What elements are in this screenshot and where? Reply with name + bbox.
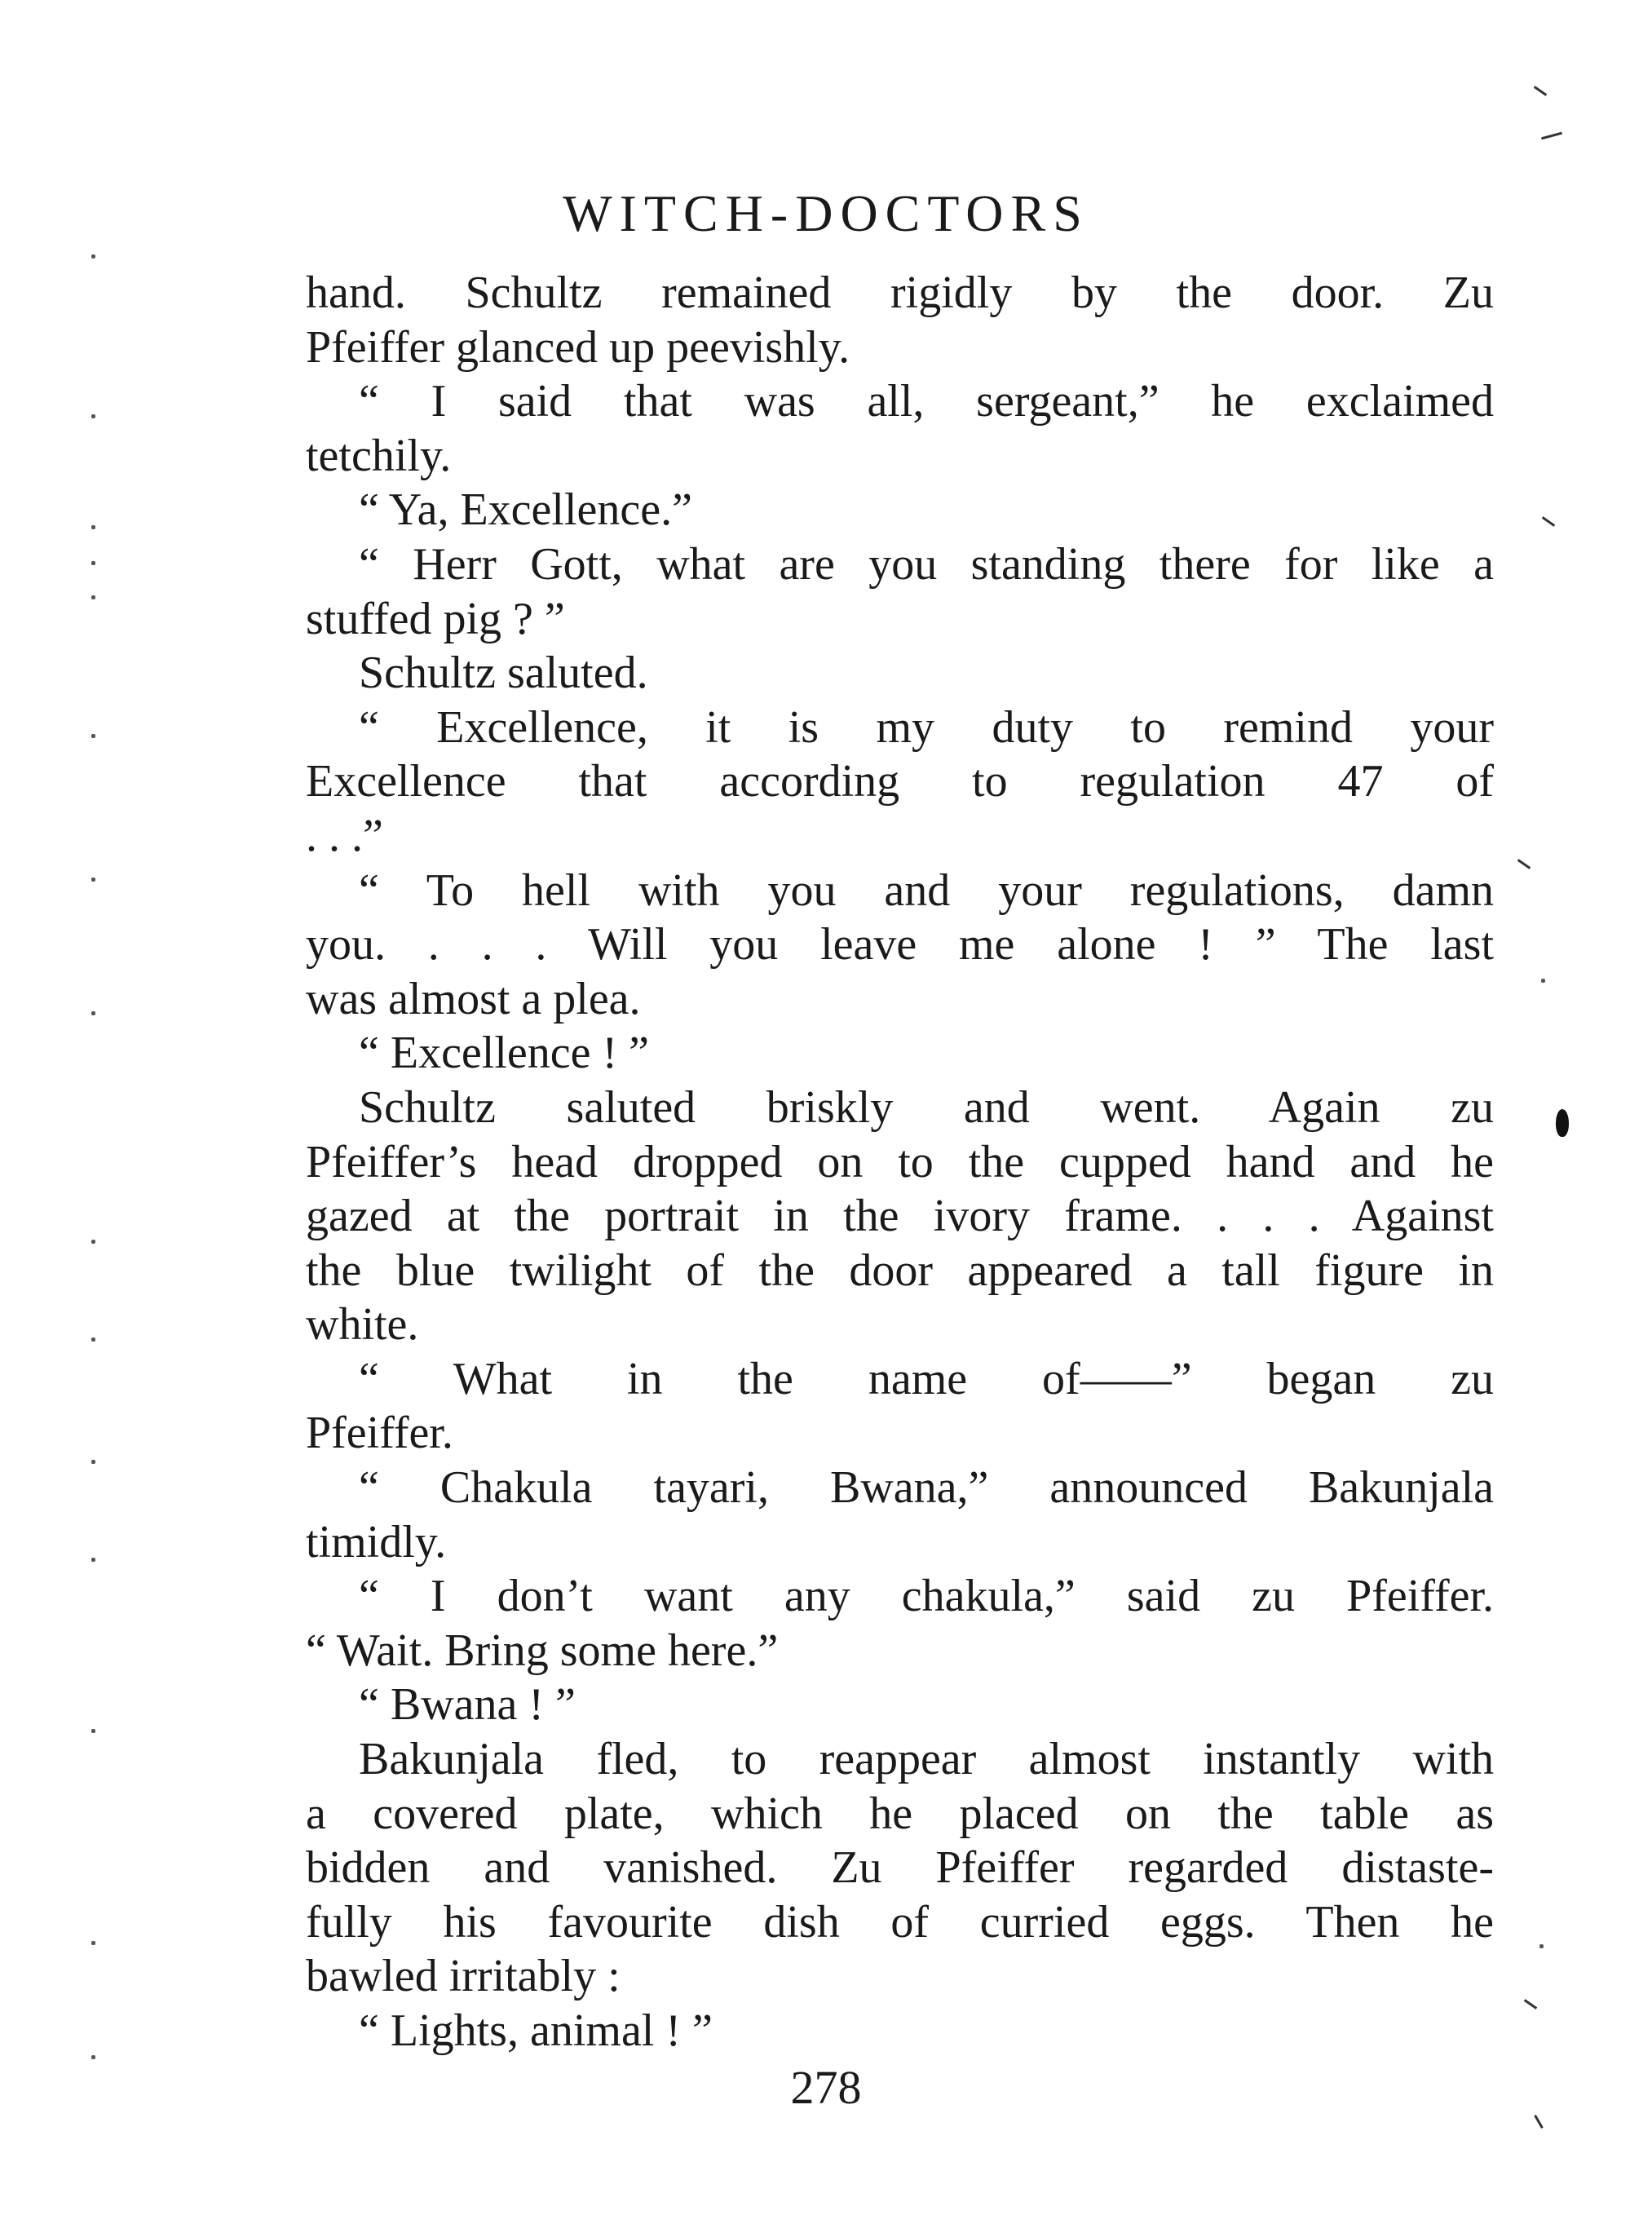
margin-mark — [91, 734, 95, 738]
text-line: Pfeiffer. — [306, 1408, 453, 1459]
text-line: “ Excellence ! ” — [359, 1028, 649, 1079]
text-line: “ Ya, Excellence.” — [359, 484, 692, 536]
text-line: fully his favourite dish of curried eggs. Then he — [306, 1896, 1494, 1948]
text-line: Schultz saluted briskly and went. Again zu — [359, 1081, 1494, 1133]
margin-mark — [91, 1460, 95, 1464]
margin-mark — [1541, 979, 1545, 983]
margin-mark — [91, 414, 95, 418]
margin-mark — [91, 1011, 95, 1015]
text-line: “ Excellence, it is my duty to remind your — [359, 701, 1494, 753]
text-line: stuffed pig ? ” — [306, 593, 565, 644]
page-number: 278 — [790, 2061, 862, 2114]
text-line: Bakunjala fled, to reappear almost instantly with — [359, 1734, 1494, 1785]
margin-mark — [1524, 1999, 1537, 2010]
margin-mark — [1539, 1944, 1544, 1948]
text-line: “ Herr Gott, what are you standing there for like a — [359, 538, 1494, 590]
text-line: Excellence that according to regulation 47 of — [306, 756, 1494, 807]
margin-mark — [91, 1941, 95, 1945]
text-line: tetchily. — [306, 430, 452, 481]
text-line: you. . . . Will you leave me alone ! ” The last — [306, 919, 1494, 971]
margin-mark — [91, 595, 95, 599]
text-line: Pfeiffer glanced up peevishly. — [306, 321, 850, 373]
text-line: “ Chakula tayari, Bwana,” announced Bakunjala — [359, 1462, 1494, 1514]
text-line: white. — [306, 1299, 419, 1351]
margin-mark — [91, 2055, 95, 2059]
margin-mark — [91, 525, 95, 529]
text-line: Pfeiffer’s head dropped on to the cupped hand and he — [306, 1136, 1494, 1187]
margin-mark — [1542, 516, 1555, 527]
text-line: gazed at the portrait in the ivory frame. . . . Against — [306, 1191, 1494, 1242]
margin-mark — [91, 1558, 95, 1562]
text-line: “ What in the name of——” began zu — [359, 1353, 1494, 1404]
margin-mark — [1541, 132, 1562, 140]
text-line: “ Lights, animal ! ” — [359, 2005, 713, 2056]
ink-blot — [1556, 1109, 1569, 1137]
text-line: “ I don’t want any chakula,” said zu Pfeiffer. — [359, 1571, 1494, 1622]
margin-mark — [91, 561, 95, 565]
text-line: a covered plate, which he placed on the table as — [306, 1788, 1494, 1839]
text-line: timidly. — [306, 1516, 447, 1567]
text-line: “ Wait. Bring some here.” — [306, 1625, 779, 1676]
margin-mark — [1517, 859, 1531, 869]
margin-mark — [91, 254, 95, 259]
text-line: . . .” — [306, 810, 383, 861]
running-title: WITCH-DOCTORS — [563, 184, 1089, 242]
text-line: “ To hell with you and your regulations, damn — [359, 864, 1494, 916]
text-line: Schultz saluted. — [359, 648, 648, 699]
text-line: was almost a plea. — [306, 973, 641, 1024]
margin-mark — [1534, 86, 1547, 96]
text-line: “ I said that was all, sergeant,” he exclaimed — [359, 376, 1494, 427]
text-line: the blue twilight of the door appeared a tall figure in — [306, 1245, 1494, 1296]
text-line: hand. Schultz remained rigidly by the door. Zu — [306, 267, 1494, 318]
body-text — [306, 266, 1494, 2058]
margin-mark — [91, 1729, 95, 1733]
text-line: bawled irritably : — [306, 1951, 621, 2002]
margin-mark — [91, 1337, 95, 1342]
text-line: “ Bwana ! ” — [359, 1679, 576, 1731]
margin-mark — [91, 878, 95, 882]
margin-mark — [91, 1240, 95, 1244]
text-line: bidden and vanished. Zu Pfeiffer regarded distaste- — [306, 1842, 1494, 1894]
